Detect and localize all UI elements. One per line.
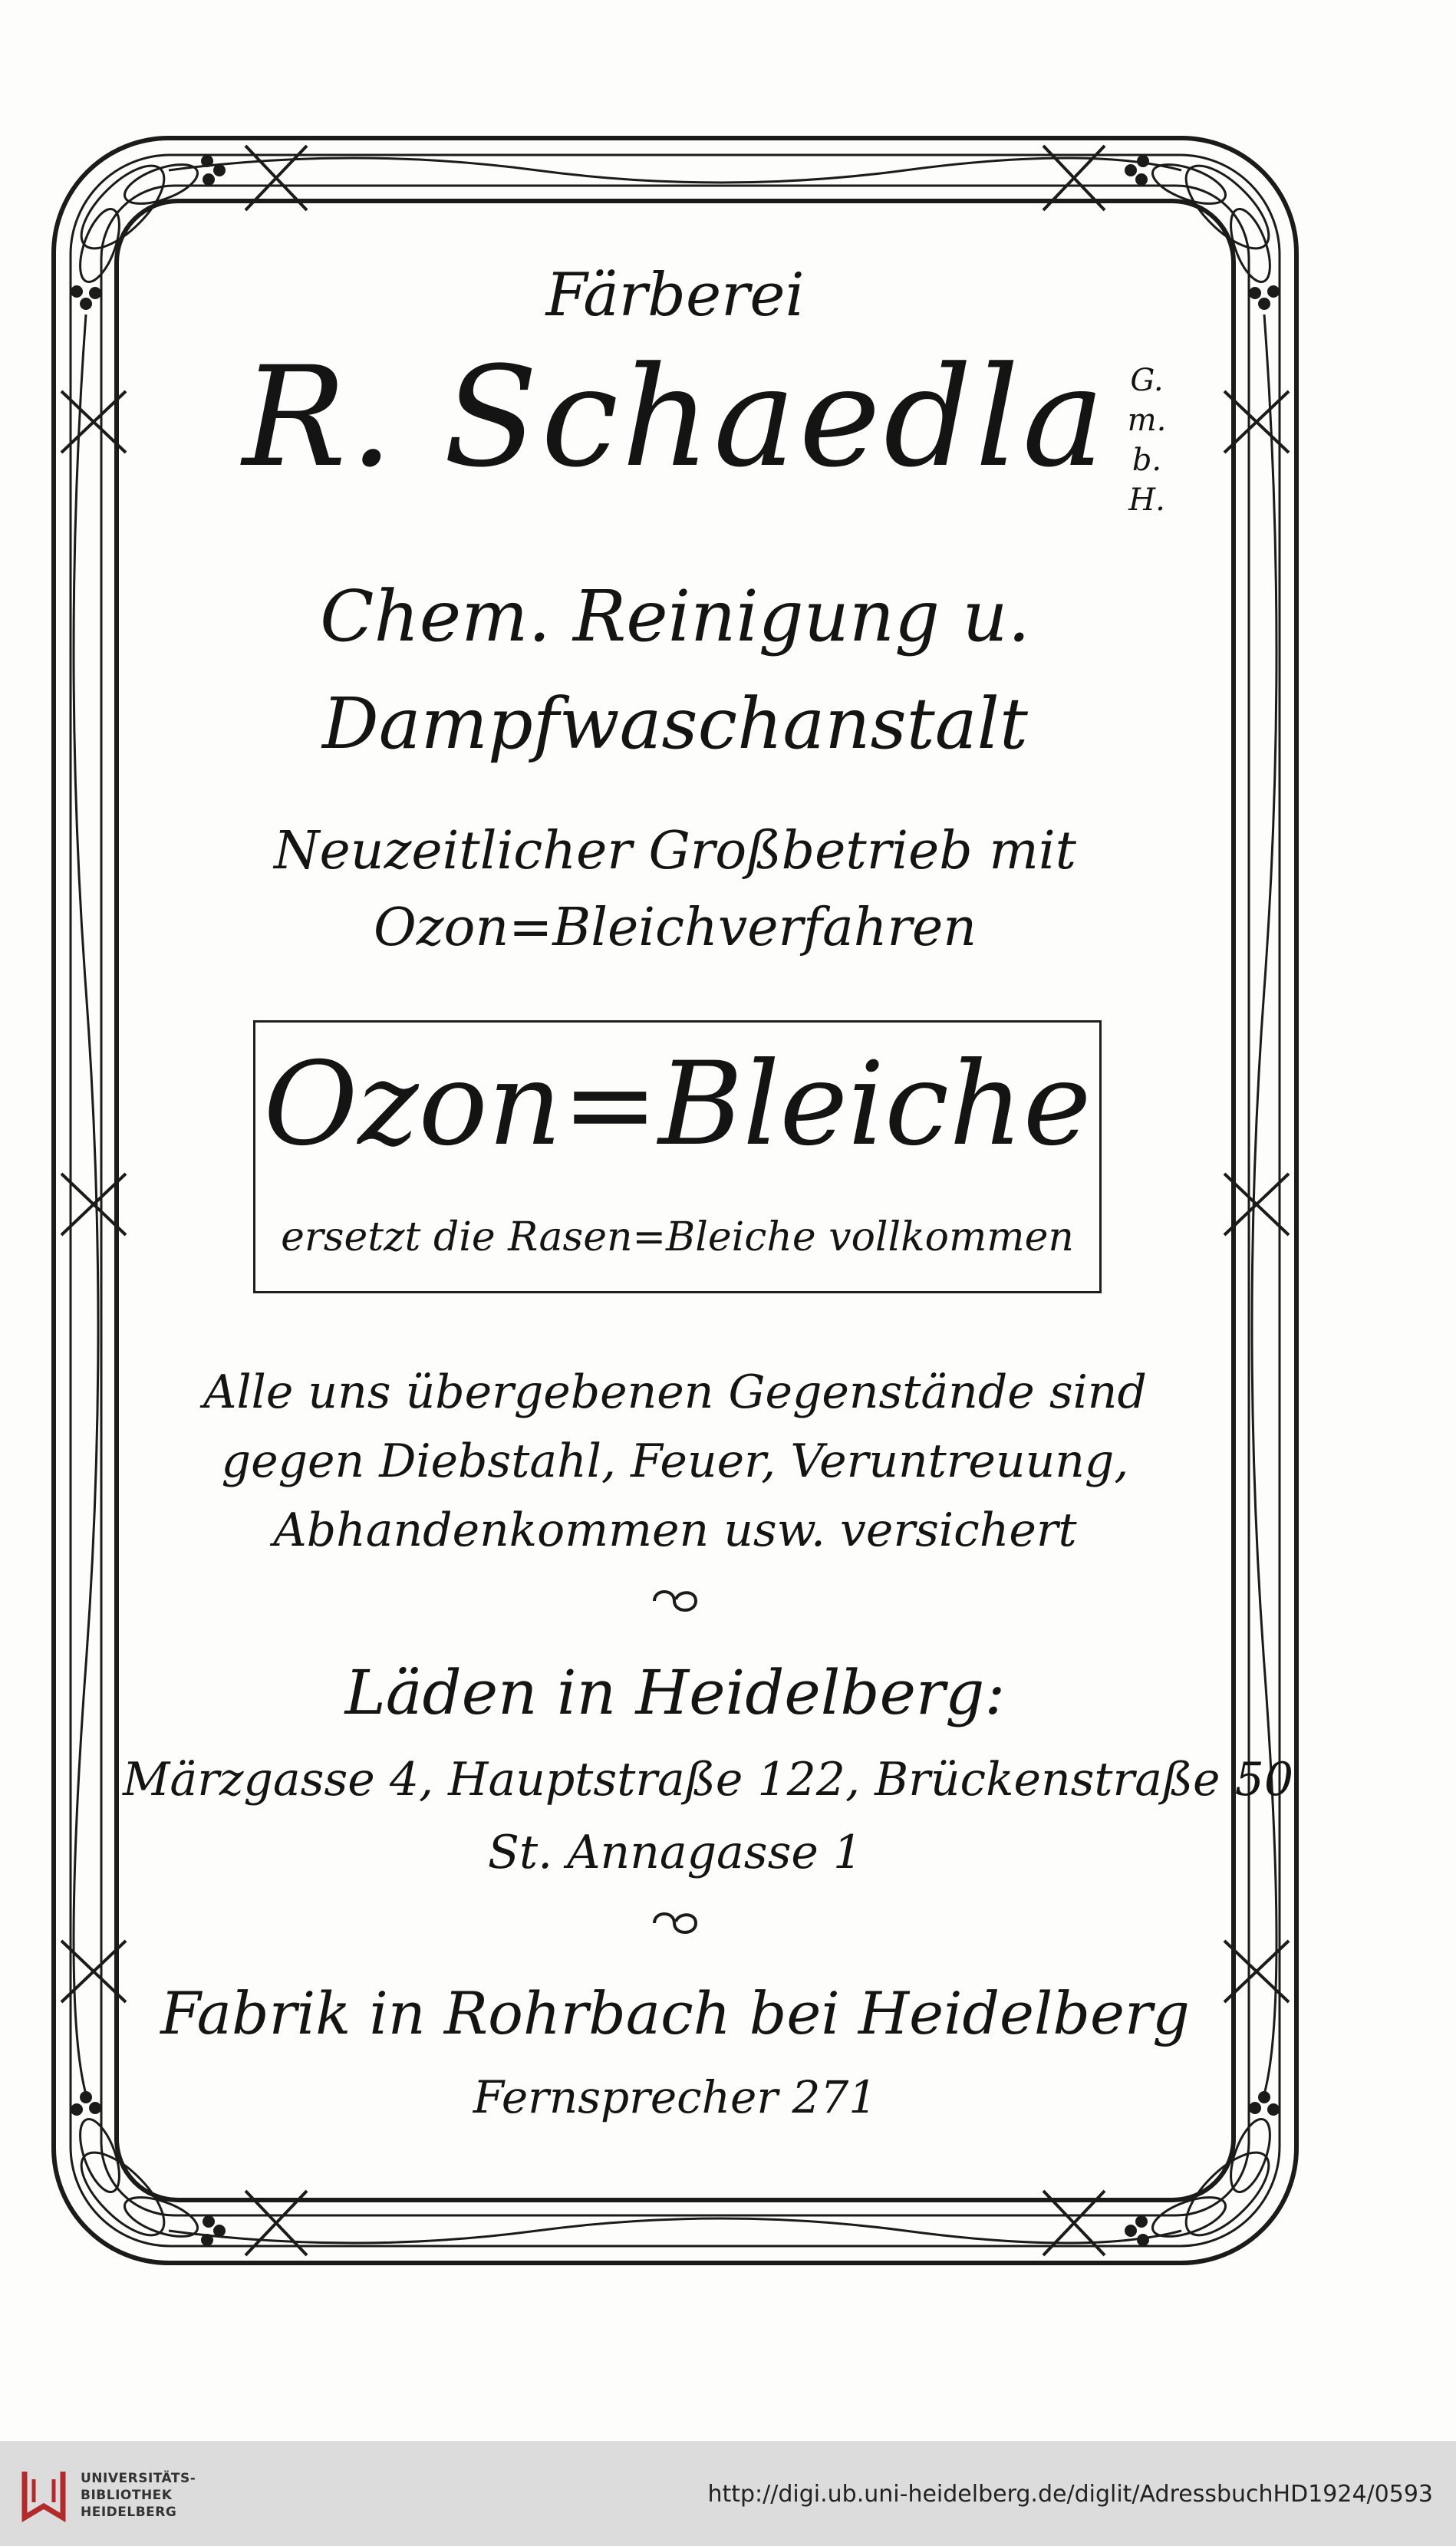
legal-form bbox=[1112, 361, 1181, 520]
legal-form-b: b. bbox=[1132, 443, 1162, 478]
stores-line-1: Märzgasse 4, Hauptstraße 122, Brückenstraße 50 bbox=[123, 1753, 1293, 1807]
stores-line-2: St. Annagasse 1 bbox=[487, 1826, 863, 1879]
pretitle: Färberei bbox=[545, 261, 805, 330]
divider-ornament-1 bbox=[153, 1580, 1197, 1630]
insurance-line-1: Alle uns übergebenen Gegenstände sind bbox=[203, 1365, 1147, 1419]
library-name[interactable] bbox=[81, 2470, 196, 2521]
services-line-1: Chem. Reinigung u. bbox=[320, 575, 1030, 657]
factory-location: Fabrik in Rohrbach bei Heidelberg bbox=[160, 1979, 1190, 2047]
tagline-line-2: Ozon=Bleichverfahren bbox=[373, 898, 977, 958]
library-name-line-2: BIBLIOTHEK bbox=[81, 2488, 173, 2503]
divider-ornament-2 bbox=[153, 1902, 1197, 1952]
company-name: R. Schaedla bbox=[242, 338, 1108, 498]
divider-ornament-2-icon bbox=[648, 1906, 702, 1942]
stores-heading: Läden in Heidelberg: bbox=[344, 1657, 1006, 1728]
insurance-line-2: gegen Diebstahl, Feuer, Veruntreuung, bbox=[221, 1434, 1129, 1488]
highlight-box bbox=[253, 1020, 1102, 1293]
phone-number: Fernsprecher 271 bbox=[473, 2071, 878, 2123]
library-name-line-1: UNIVERSITÄTS- bbox=[81, 2471, 196, 2486]
divider-ornament-1-icon bbox=[648, 1584, 702, 1619]
highlight-title: Ozon=Bleiche bbox=[263, 1038, 1092, 1171]
legal-form-g: G. bbox=[1130, 363, 1164, 398]
insurance-line-3: Abhandenkommen usw. versichert bbox=[273, 1504, 1077, 1557]
services-line-2: Dampfwaschanstalt bbox=[322, 683, 1028, 765]
highlight-subtitle: ersetzt die Rasen=Bleiche vollkommen bbox=[281, 1214, 1074, 1260]
library-name-line-3: HEIDELBERG bbox=[81, 2505, 177, 2520]
footer-bar bbox=[0, 2441, 1456, 2546]
library-logo-graphic bbox=[17, 2464, 71, 2525]
permalink-url[interactable]: http://digi.ub.uni-heidelberg.de/diglit/AdressbuchHD1924/0593 bbox=[707, 2481, 1433, 2508]
library-logo-icon[interactable] bbox=[17, 2464, 71, 2525]
tagline-line-1: Neuzeitlicher Großbetrieb mit bbox=[274, 821, 1076, 881]
legal-form-h: H. bbox=[1128, 483, 1165, 518]
legal-form-m: m. bbox=[1127, 403, 1167, 438]
